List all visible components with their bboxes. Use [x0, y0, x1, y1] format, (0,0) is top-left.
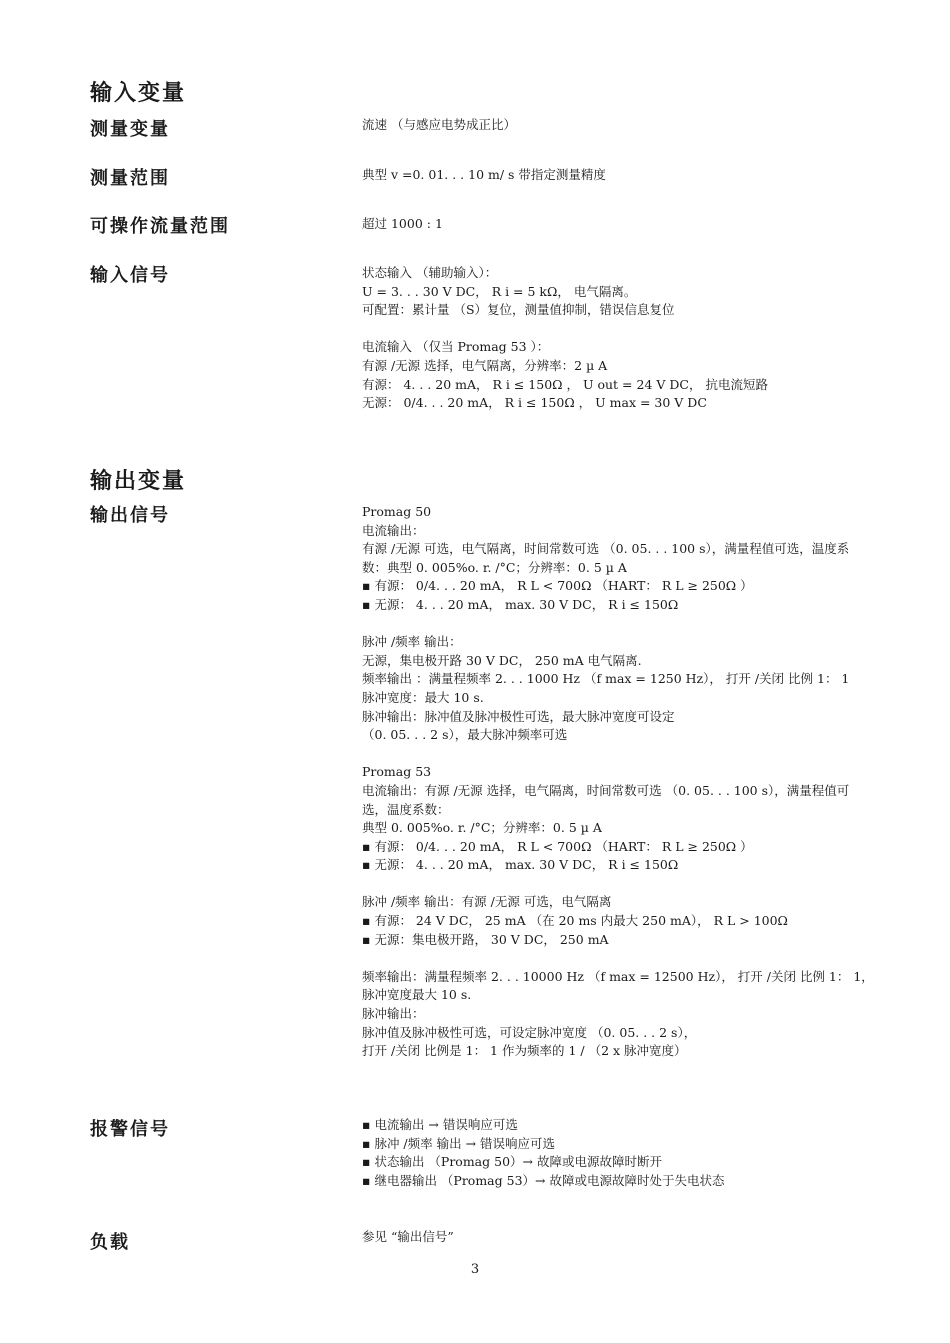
- label-operable-flow-range: 可操作流量范围: [90, 216, 230, 237]
- text-line: 无源： 0/4. . . 20 mA， R i ≤ 150Ω ， U max = 30 V DC: [362, 395, 707, 411]
- text-line: ▪ 有源： 0/4. . . 20 mA， R L < 700Ω （HART： R L ≥ 250Ω ）: [362, 838, 753, 854]
- text-line: ▪ 无源： 4. . . 20 mA， max. 30 V DC， R i ≤ 150Ω: [362, 596, 679, 612]
- text-line: 频率输出：满量程频率 2. . . 10000 Hz （f max = 12500 Hz）， 打开 /关闭 比例 1： 1，: [362, 968, 874, 984]
- text-line: 脉冲宽度最大 10 s.: [362, 987, 472, 1003]
- text-line: 脉冲宽度：最大 10 s.: [362, 689, 484, 705]
- text-line: 脉冲 /频率 输出：: [362, 634, 462, 650]
- label-input-signal: 输入信号: [90, 265, 170, 286]
- content-measuring-range: [362, 166, 902, 185]
- content-measured-variable: [362, 116, 902, 135]
- label-output-signal: 输出信号: [90, 505, 170, 526]
- text-line: ▪ 电流输出 → 错误响应可选: [362, 1117, 518, 1132]
- paragraph-gap: [362, 320, 902, 339]
- paragraph-gap: [362, 875, 902, 894]
- label-measured-variable: 测量变量: [90, 119, 170, 140]
- text-line: 状态输入 （辅助输入）：: [362, 265, 498, 280]
- text-line: 数：典型 0. 005%o. r. /°C；分辨率：0. 5 µ A: [362, 559, 627, 575]
- text-line: ▪ 继电器输出 （Promag 53）→ 故障或电源故障时处于失电状态: [362, 1172, 725, 1188]
- label-alarm-signal: 报警信号: [90, 1119, 170, 1140]
- text-line: 脉冲 /频率 输出：有源 /无源 可选，电气隔离: [362, 894, 612, 910]
- text-line: 参见 “输出信号”: [362, 1229, 454, 1244]
- text-line: 无源，集电极开路 30 V DC， 250 mA 电气隔离.: [362, 652, 642, 668]
- paragraph-gap: [362, 745, 902, 764]
- content-output-signal: [362, 503, 902, 1061]
- text-line: 有源： 4. . . 20 mA， R i ≤ 150Ω ， U out = 24 V DC， 抗电流短路: [362, 376, 768, 392]
- content-alarm-signal: [362, 1116, 902, 1190]
- text-line: ▪ 有源： 0/4. . . 20 mA， R L < 700Ω （HART： R L ≥ 250Ω ）: [362, 578, 753, 594]
- text-line: （0. 05. . . 2 s），最大脉冲频率可选: [362, 727, 568, 743]
- text-line: 超过 1000 : 1: [362, 216, 443, 231]
- text-line: Promag 53: [362, 764, 432, 780]
- text-line: ▪ 有源： 24 V DC， 25 mA （在 20 ms 内最大 250 mA）， R L > 100Ω: [362, 913, 788, 929]
- text-line: 有源 /无源 可选，电气隔离，时间常数可选 （0. 05. . . 100 s），满量程值可选，温度系: [362, 541, 850, 557]
- text-line: 电流输出：有源 /无源 选择，电气隔离，时间常数可选 （0. 05. . . 100 s），满量程值可: [362, 782, 850, 798]
- text-line: 脉冲值及脉冲极性可选，可设定脉冲宽度 （0. 05. . . 2 s），: [362, 1024, 697, 1040]
- text-line: U = 3. . . 30 V DC， R i = 5 kΩ， 电气隔离。: [362, 283, 637, 299]
- section-heading-input: 输入变量: [90, 81, 187, 106]
- text-line: 电流输出：: [362, 522, 425, 538]
- text-line: 电流输入 （仅当 Promag 53 ）：: [362, 339, 550, 355]
- text-line: 有源 /无源 选择，电气隔离，分辨率：2 µ A: [362, 357, 608, 373]
- text-line: 打开 /关闭 比例是 1： 1 作为频率的 1 / （2 x 脉冲宽度）: [362, 1043, 687, 1059]
- text-line: ▪ 状态输出 （Promag 50）→ 故障或电源故障时断开: [362, 1154, 662, 1170]
- content-operable-flow-range: [362, 215, 902, 234]
- text-line: 可配置：累计量 （S）复位，测量值抑制，错误信息复位: [362, 302, 675, 318]
- text-line: ▪ 脉冲 /频率 输出 → 错误响应可选: [362, 1135, 556, 1151]
- text-line: 典型 0. 005%o. r. /°C；分辨率：0. 5 µ A: [362, 820, 602, 836]
- label-load: 负载: [90, 1232, 130, 1253]
- label-measuring-range: 测量范围: [90, 168, 170, 189]
- text-line: 脉冲输出：脉冲值及脉冲极性可选，最大脉冲宽度可设定: [362, 708, 675, 724]
- text-line: ▪ 无源：集电极开路， 30 V DC， 250 mA: [362, 931, 609, 947]
- text-line: 选，温度系数：: [362, 801, 450, 817]
- content-load: [362, 1228, 902, 1247]
- content-input-signal: [362, 264, 902, 413]
- paragraph-gap: [362, 615, 902, 634]
- text-line: Promag 50: [362, 504, 432, 519]
- text-line: 流速 （与感应电势成正比）: [362, 117, 516, 132]
- page-number: 3: [470, 1262, 480, 1277]
- paragraph-gap: [362, 949, 902, 968]
- text-line: 频率输出 ：满量程频率 2. . . 1000 Hz （f max = 1250 Hz）， 打开 /关闭 比例 1： 1: [362, 671, 850, 687]
- text-line: ▪ 无源： 4. . . 20 mA， max. 30 V DC， R i ≤ 150Ω: [362, 857, 679, 873]
- section-heading-output: 输出变量: [90, 469, 187, 494]
- text-line: 典型 v =0. 01. . . 10 m/ s 带指定测量精度: [362, 167, 606, 182]
- text-line: 脉冲输出：: [362, 1006, 425, 1022]
